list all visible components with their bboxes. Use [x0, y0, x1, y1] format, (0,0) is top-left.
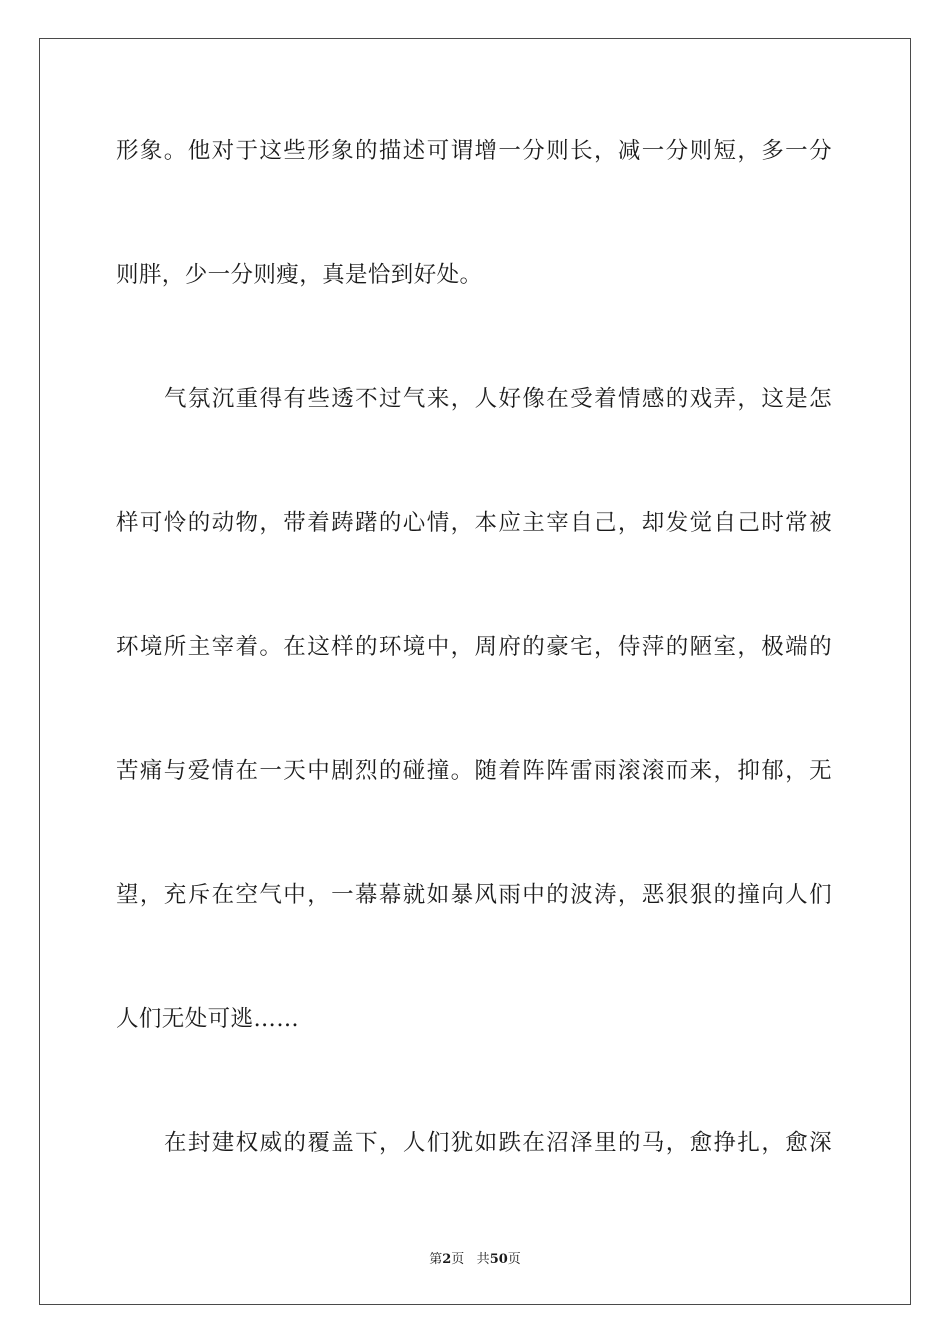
total-prefix: 共 [476, 1252, 490, 1267]
page-footer [0, 1248, 950, 1267]
body-text-line-2: 则胖，少一分则瘦，真是恰到好处。 [116, 262, 483, 288]
page-border [39, 38, 911, 1305]
total-suffix: 页 [507, 1252, 521, 1267]
body-text-line-6: 苦痛与爱情在一天中剧烈的碰撞。随着阵阵雷雨滚滚而来，抑郁，无 [116, 758, 832, 784]
page-prefix: 第 [429, 1252, 443, 1267]
body-text-line-5: 环境所主宰着。在这样的环境中，周府的豪宅，侍萍的陋室，极端的 [116, 634, 832, 660]
page-suffix: 页 [451, 1252, 465, 1267]
body-text-line-7: 望，充斥在空气中，一幕幕就如暴风雨中的波涛，恶狠狠的撞向人们 [116, 882, 832, 908]
total-pages: 50 [489, 1252, 508, 1267]
body-text-line-1: 形象。他对于这些形象的描述可谓增一分则长，减一分则短，多一分 [116, 138, 832, 164]
body-text-line-9: 在封建权威的覆盖下，人们犹如跌在沼泽里的马，愈挣扎，愈深 [164, 1130, 832, 1156]
body-text-line-8: 人们无处可逃…… [116, 1006, 300, 1032]
body-text-line-3: 气氛沉重得有些透不过气来，人好像在受着情感的戏弄，这是怎 [164, 386, 832, 412]
body-text-line-4: 样可怜的动物，带着踌躇的心情，本应主宰自己，却发觉自己时常被 [116, 510, 832, 536]
page-number: 2 [442, 1252, 452, 1267]
